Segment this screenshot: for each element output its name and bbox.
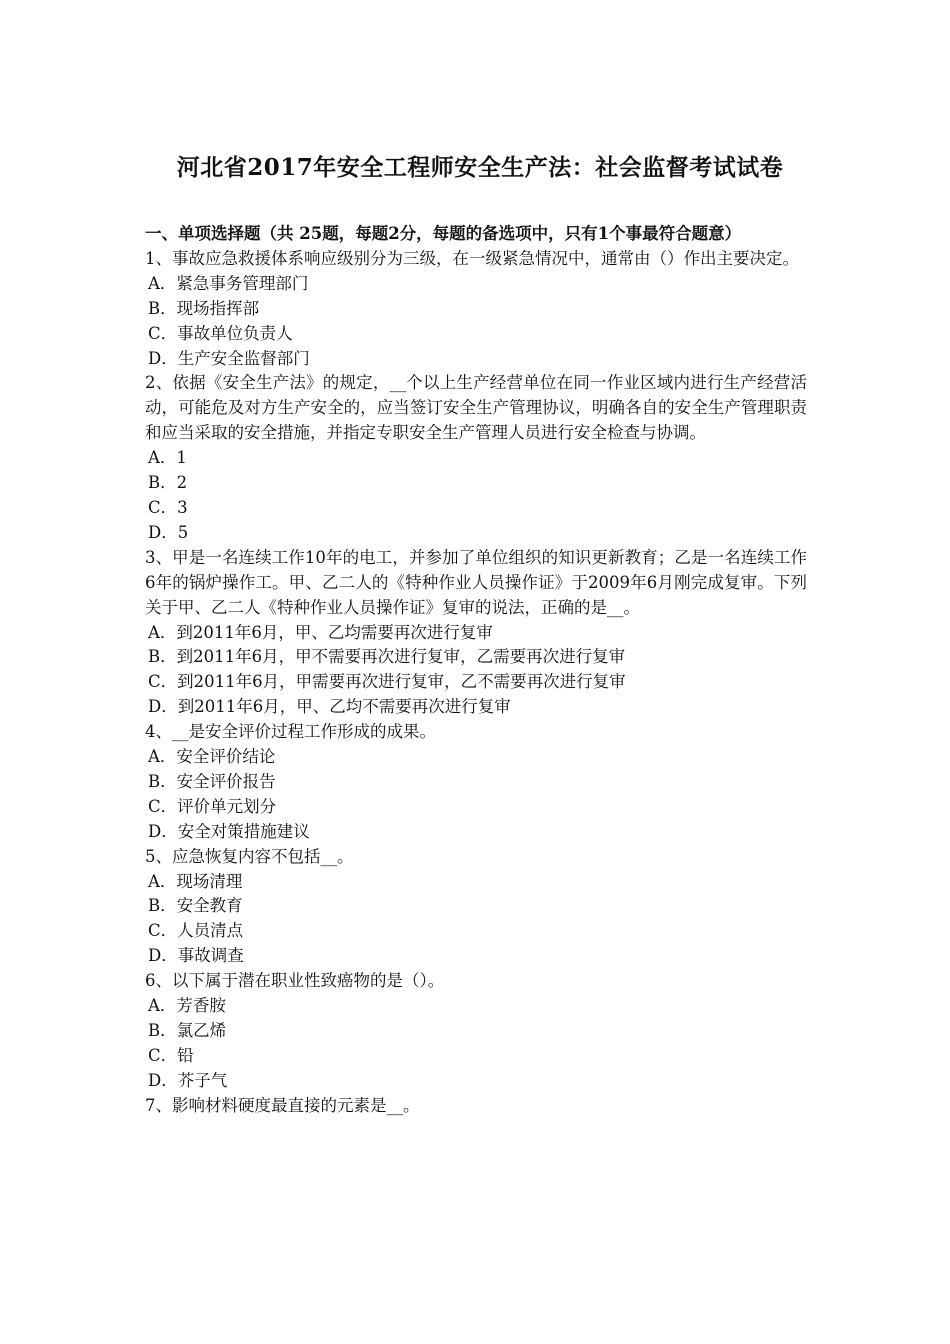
question-1-stem: 1、事故应急救援体系响应级别分为三级，在一级紧急情况中，通常由（）作出主要决定。 [145,248,799,268]
question-3-option-c: C．到2011年6月，甲需要再次进行复审，乙不需要再次进行复审 [148,672,626,692]
question-4-option-c: C．评价单元划分 [148,796,277,816]
question-4-option-a: A．安全评价结论 [148,747,276,767]
question-2-option-c: C．3 [148,497,188,517]
question-1-option-b: B．现场指挥部 [148,298,260,318]
question-2-option-b: B．2 [148,473,188,493]
question-4-option-b: B．安全评价报告 [148,771,276,791]
section-header: 一、单项选择题（共 25题，每题2分，每题的备选项中，只有1个事最符合题意） [145,224,742,243]
document-title: 河北省2017年安全工程师安全生产法：社会监督考试试卷 [176,154,784,181]
question-3-option-a: A．到2011年6月，甲、乙均需要再次进行复审 [148,622,493,642]
question-5-option-b: B．安全教育 [148,896,243,916]
question-3-stem: 3、甲是一名连续工作10年的电工，并参加了单位组织的知识更新教育；乙是一名连续工作6年的锅炉操作工。甲、乙二人的《特种作业人员操作证》于2009年6月刚完成复审。下列关于甲、乙二人《特种作业人员操作证》复审的说法，正确的是__。 [145,547,807,617]
question-6-option-c: C．铅 [148,1045,194,1065]
question-4-option-d: D．安全对策措施建议 [148,821,310,841]
question-3-option-d: D．到2011年6月，甲、乙均不需要再次进行复审 [148,697,511,717]
question-2-stem: 2、依据《安全生产法》的规定，__个以上生产经营单位在同一作业区域内进行生产经营活动，可能危及对方生产安全的，应当签订安全生产管理协议，明确各自的安全生产管理职责和应当采取的安全措施，并指定专职安全生产管理人员进行安全检查与协调。 [145,373,807,443]
question-2-option-a: A．1 [148,448,187,468]
question-6-option-d: D．芥子气 [148,1070,228,1090]
question-6-option-a: A．芳香胺 [148,996,226,1016]
question-6-stem: 6、以下属于潜在职业性致癌物的是（）。 [145,971,445,991]
question-3-option-b: B．到2011年6月，甲不需要再次进行复审，乙需要再次进行复审 [148,647,626,667]
question-2-option-d: D．5 [148,522,189,542]
question-1-option-a: A．紧急事务管理部门 [148,273,309,293]
question-5-option-d: D．事故调查 [148,946,244,966]
question-4-stem: 4、__是安全评价过程工作形成的成果。 [145,722,436,742]
question-1-option-c: C．事故单位负责人 [148,323,293,343]
question-1-option-d: D．生产安全监督部门 [148,348,310,368]
question-5-option-c: C．人员清点 [148,921,244,941]
document-body [145,222,807,1119]
question-6-option-b: B．氯乙烯 [148,1021,227,1040]
question-5-option-a: A．现场清理 [148,871,243,891]
question-7-stem: 7、影响材料硬度最直接的元素是__。 [145,1095,420,1115]
question-5-stem: 5、应急恢复内容不包括__。 [145,846,354,866]
